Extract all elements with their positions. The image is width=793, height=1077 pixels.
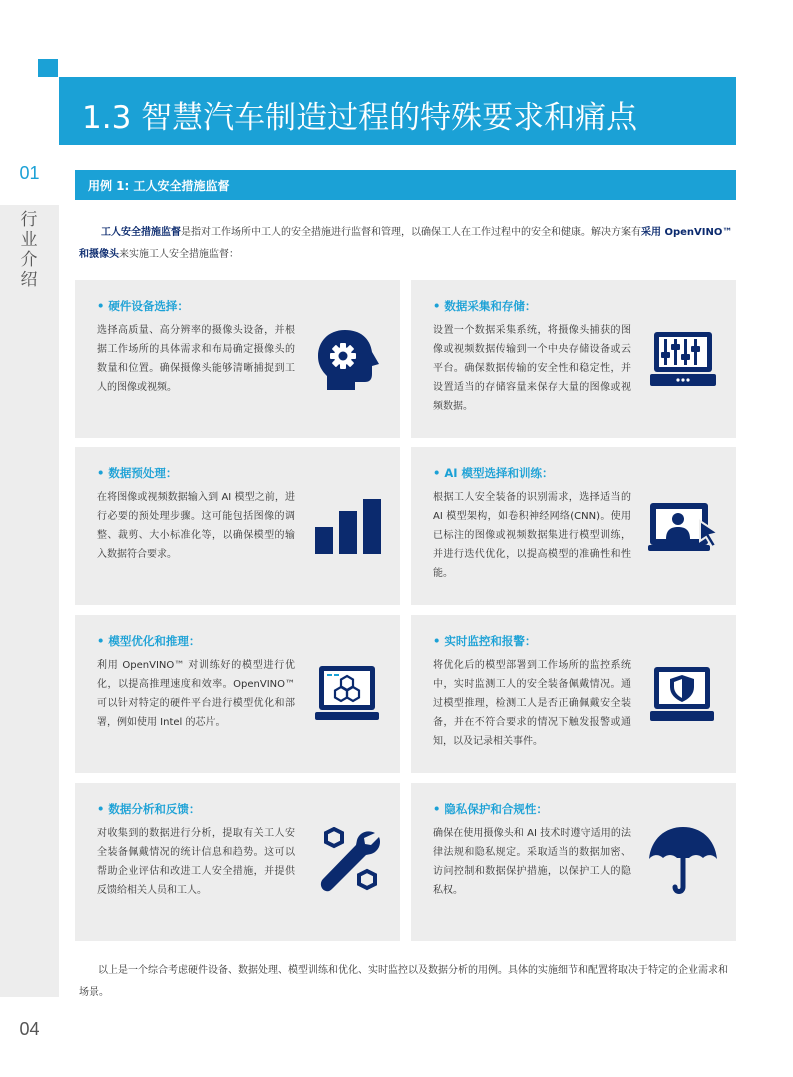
card-model-optimization — [75, 615, 400, 773]
card-body: 利用 OpenVINO™ 对训练好的模型进行优化，以提高推理速度和效率。OpenVINO™可以针对特定的硬件平台进行模型优化和部署，例如使用 Intel 的芯片。 — [97, 660, 295, 728]
bar-chart-icon — [315, 499, 383, 554]
outro-paragraph: 以上是一个综合考虑硬件设备、数据处理、模型训练和优化、实时监控以及数据分析的用例。具体的实施细节和配置将取决于特定的企业需求和场景。 — [79, 965, 728, 998]
card-preprocessing — [75, 447, 400, 605]
card-heading: • 数据预处理： — [97, 466, 178, 480]
gear-head-icon — [315, 328, 383, 392]
card-heading: • 隐私保护和合规性： — [433, 802, 548, 816]
card-realtime-monitoring — [411, 615, 736, 773]
laptop-sliders-icon — [648, 330, 718, 390]
intro-text-1: 是指对工作场所中工人的安全措施进行监督和管理，以确保工人在工作过程中的安全和健康。解决方案有 — [181, 227, 641, 238]
card-body: 选择高质量、高分辨率的摄像头设备，并根据工作场所的具体需求和布局确定摄像头的数量和位置。确保摄像头能够清晰捕捉到工人的图像或视频。 — [97, 325, 295, 393]
card-heading: • 实时监控和报警： — [433, 634, 537, 648]
intro-text-2: 来实施工人安全措施监督： — [119, 249, 239, 260]
laptop-hexagons-icon — [313, 664, 381, 724]
intro-bold-mid: 采用 OpenVINO™和摄像头 — [79, 227, 733, 260]
section-label: 行 业 介 绍 — [20, 210, 38, 290]
use-case-title: 用例 1: 工人安全措施监督 — [88, 179, 230, 193]
card-body: 确保在使用摄像头和 AI 技术时遵守适用的法律法规和隐私规定。采取适当的数据加密、访问控制和数据保护措施，以保护工人的隐私权。 — [433, 828, 631, 896]
card-body: 根据工人安全装备的识别需求，选择适当的 AI 模型架构，如卷积神经网络(CNN)。使用已标注的图像或视频数据集进行模型训练，并进行迭代优化，以提高模型的准确性和性能。 — [433, 492, 631, 579]
card-data-analysis — [75, 783, 400, 941]
wrench-nuts-icon — [315, 827, 383, 897]
intro-paragraph — [79, 222, 735, 266]
card-body: 在将图像或视频数据输入到 AI 模型之前，进行必要的预处理步骤。这可能包括图像的调整、裁剪、大小标准化等，以确保模型的输入数据符合要求。 — [97, 492, 295, 560]
card-body: 对收集到的数据进行分析，提取有关工人安全装备佩戴情况的统计信息和趋势。这可以帮助企业评估和改进工人安全措施，并提供反馈给相关人员和工人。 — [97, 828, 295, 896]
card-heading: • AI 模型选择和训练： — [433, 466, 554, 480]
card-body: 将优化后的模型部署到工作场所的监控系统中，实时监测工人的安全装备佩戴情况。通过模型推理，检测工人是否正确佩戴安全装备，并在不符合要求的情况下触发报警或通知，以及记录相关事件。 — [433, 660, 631, 747]
intro-bold-lead: 工人安全措施监督 — [101, 227, 181, 238]
card-body: 设置一个数据采集系统，将摄像头捕获的图像或视频数据传输到一个中央存储设备或云平台。确保数据传输的安全性和稳定性，并设置适当的存储容量来保存大量的图像或视频数据。 — [433, 325, 631, 412]
laptop-shield-icon — [648, 665, 716, 723]
screen-user-icon — [648, 499, 720, 553]
card-ai-model — [411, 447, 736, 605]
card-heading: • 模型优化和推理： — [97, 634, 201, 648]
card-hardware — [75, 280, 400, 438]
card-heading: • 数据分析和反馈： — [97, 802, 201, 816]
card-heading: • 硬件设备选择： — [97, 299, 189, 313]
card-heading: • 数据采集和存储： — [433, 299, 537, 313]
page-number: 04 — [19, 1019, 40, 1039]
title-accent-square — [38, 59, 58, 77]
card-privacy — [411, 783, 736, 941]
section-number: 01 — [19, 163, 40, 183]
umbrella-icon — [647, 825, 719, 897]
card-data-collection — [411, 280, 736, 438]
page-title: 1.3 智慧汽车制造过程的特殊要求和痛点 — [82, 100, 638, 136]
